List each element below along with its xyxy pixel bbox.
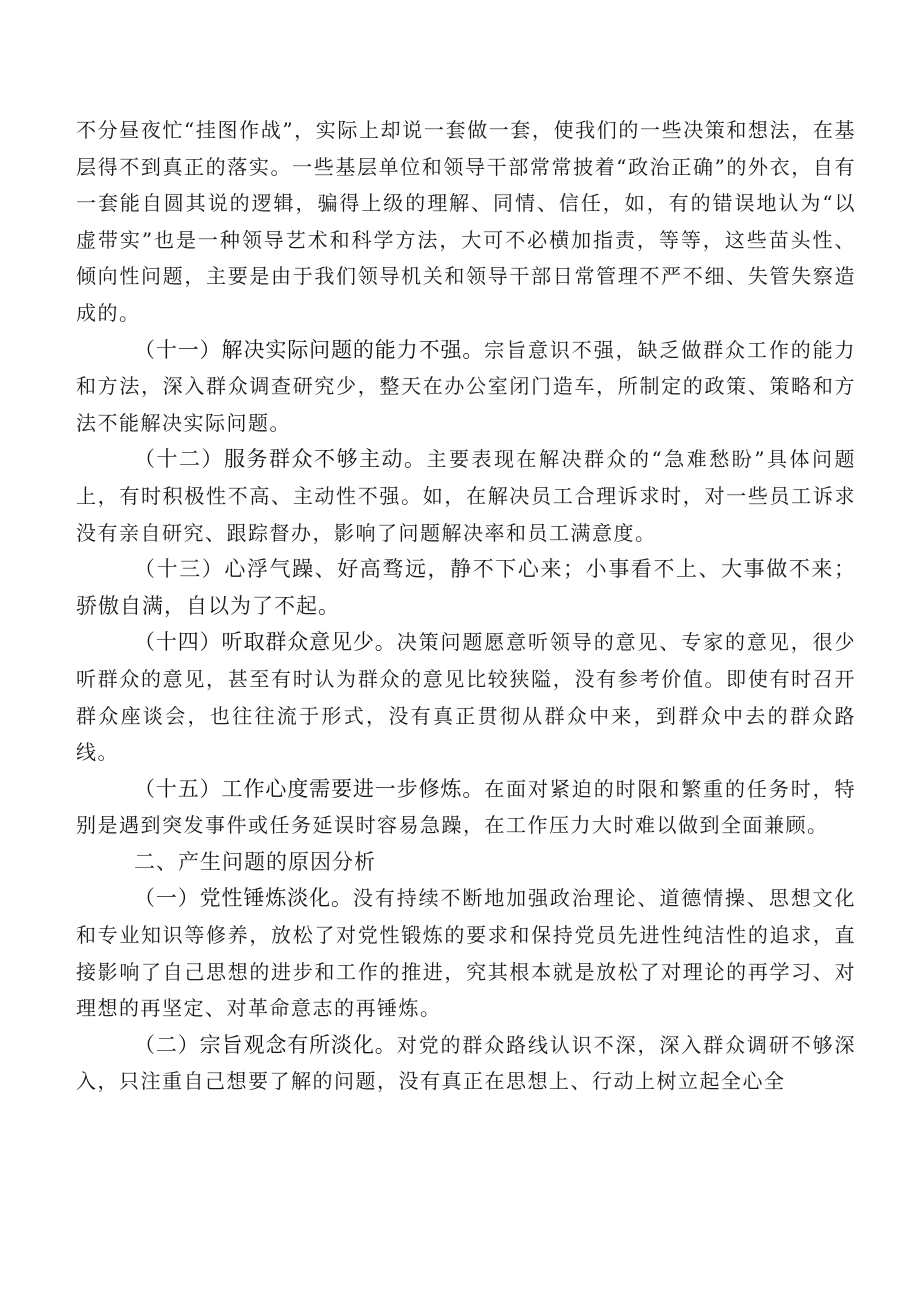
paragraph-heading: （十二）服务群众不够主动。 xyxy=(134,447,427,472)
paragraph-body: 在面对紧迫的时限和繁重的任务时，特别是遇到突发事件或任务延误时容易急躁，在工作压力大时难以做到全面兼顾。 xyxy=(76,776,856,838)
paragraph-body: 对党的群众路线认识不深，深入群众调研不够深入，只注重自己想要了解的问题，没有真正在思想上、行动上树立起全心全 xyxy=(76,1032,856,1094)
section-heading-cause-analysis xyxy=(76,844,856,881)
paragraph-cause-1 xyxy=(76,880,856,1026)
paragraph-body: 没有持续不断地加强政治理论、道德情操、思想文化和专业知识等修养，放松了对党性锻炼的要求和保持党员先进性纯洁性的追求，直接影响了自己思想的进步和工作的推进，究其根本就是放松了对理论的再学习、对理想的再坚定、对革命意志的再锤炼。 xyxy=(76,886,856,1021)
paragraph-cause-2 xyxy=(76,1027,856,1100)
paragraph-heading: （十三）心浮气躁、好高骛远，静不下心来；小事看不上、大事做不来；骄傲自满，自以为了不起。 xyxy=(76,557,856,618)
paragraph-body: 宗旨意识不强，缺乏做群众工作的能力和方法，深入群众调查研究少，整天在办公室闭门造车，所制定的政策、策略和方法不能解决实际问题。 xyxy=(76,337,856,435)
paragraph-item-11 xyxy=(76,332,856,442)
paragraph-body: 不分昼夜忙“挂图作战”，实际上却说一套做一套，使我们的一些决策和想法，在基层得不到真正的落实。一些基层单位和领导干部常常披着“政治正确”的外衣，自有一套能自圆其说的逻辑，骗得上级的理解、同情、信任，如，有的错误地认为“以虚带实”也是一种领导艺术和科学方法，大可不必横加指责，等等，这些苗头性、倾向性问题，主要是由于我们领导机关和领导干部日常管理不严不细、失管失察造成的。 xyxy=(76,118,856,325)
paragraph-item-15 xyxy=(76,771,856,844)
paragraph-continuation xyxy=(76,112,856,332)
paragraph-item-13 xyxy=(76,551,856,624)
paragraph-body: 主要表现在解决群众的“急难愁盼”具体问题上，有时积极性不高、主动性不强。如，在解决员工合理诉求时，对一些员工诉求没有亲自研究、跟踪督办，影响了问题解决率和员工满意度。 xyxy=(76,447,857,545)
paragraph-heading: （二）宗旨观念有所淡化。 xyxy=(134,1032,397,1057)
paragraph-item-12 xyxy=(76,441,856,551)
paragraph-heading: （十五）工作心度需要进一步修炼。 xyxy=(134,776,485,801)
section-title: 二、产生问题的原因分析 xyxy=(134,849,376,874)
paragraph-item-14 xyxy=(76,624,856,770)
paragraph-heading: （十一）解决实际问题的能力不强。 xyxy=(134,337,485,362)
paragraph-body: 决策问题愿意听领导的意见、专家的意见，很少听群众的意见，甚至有时认为群众的意见比较狭隘，没有参考价值。即使有时召开群众座谈会，也往往流于形式，没有真正贯彻从群众中来，到群众中去的群众路线。 xyxy=(76,630,856,765)
document-page xyxy=(76,112,856,1100)
paragraph-heading: （一）党性锤炼淡化。 xyxy=(134,886,353,911)
paragraph-heading: （十四）听取群众意见少。 xyxy=(134,630,397,655)
